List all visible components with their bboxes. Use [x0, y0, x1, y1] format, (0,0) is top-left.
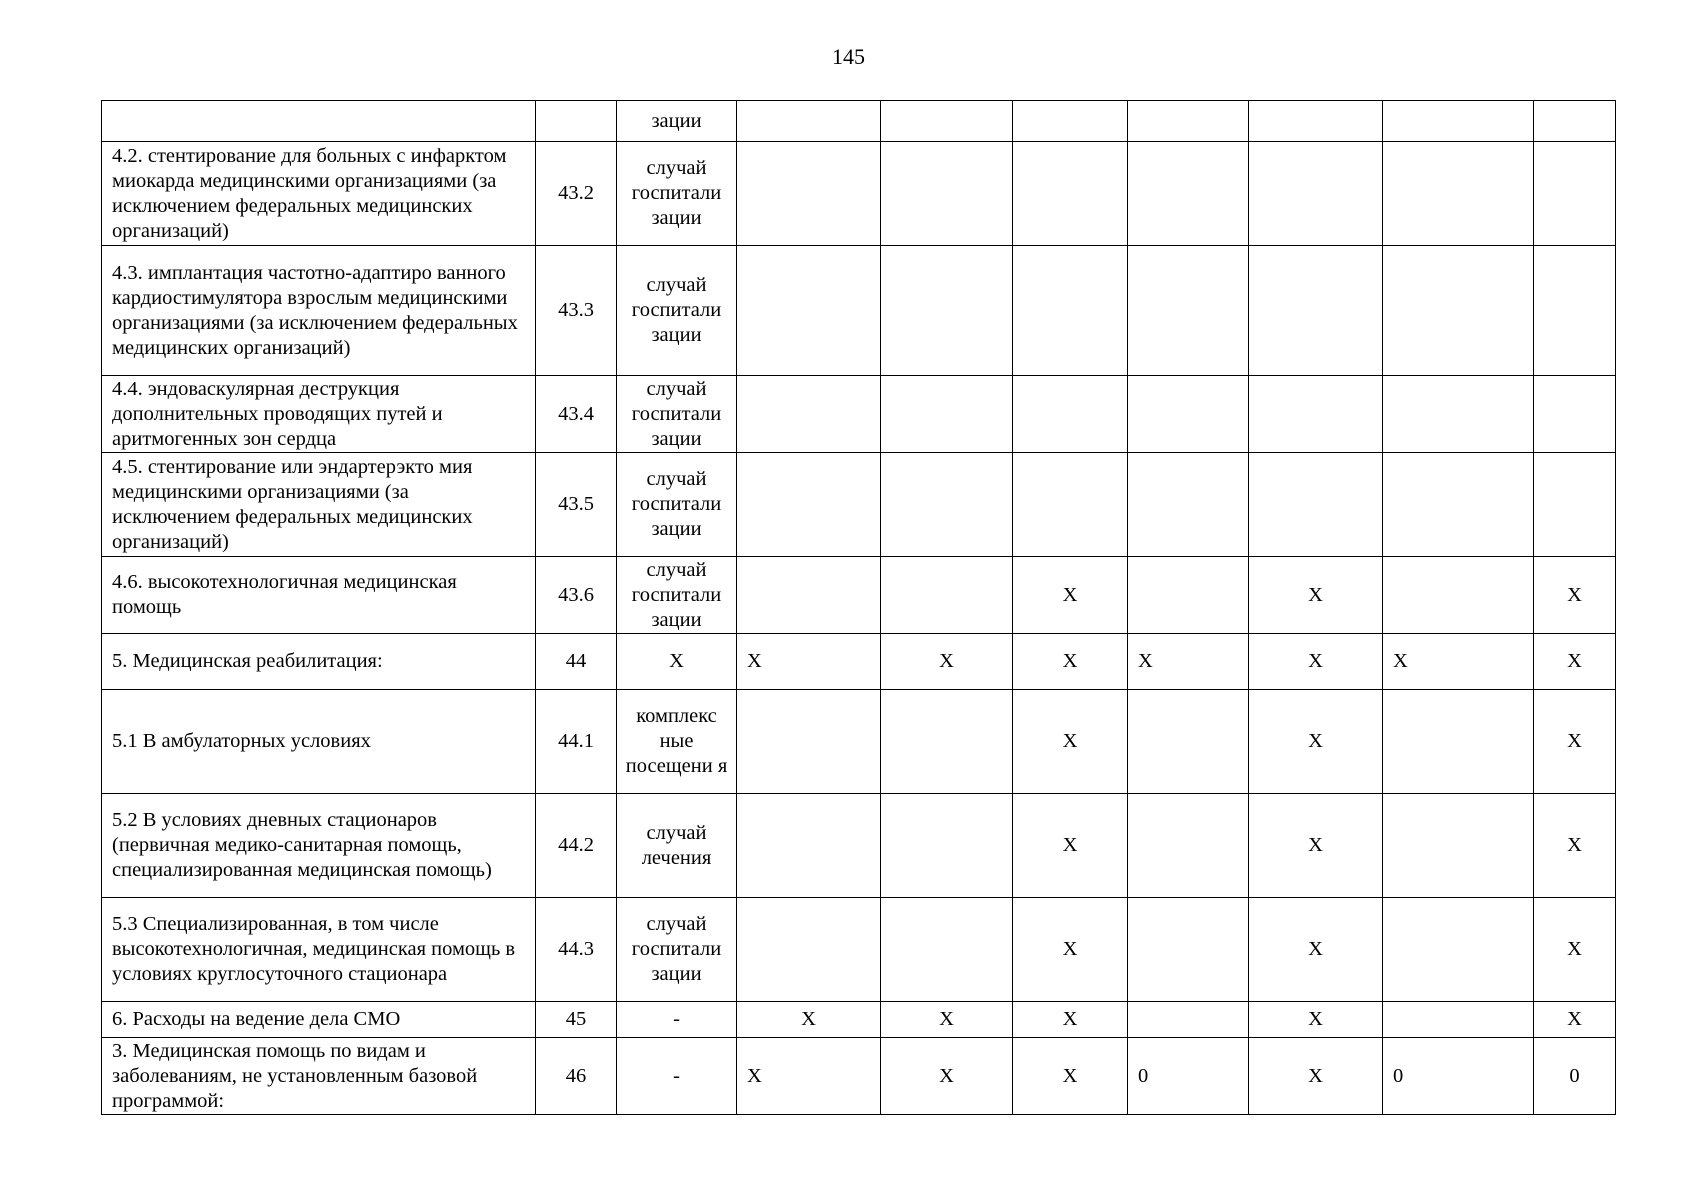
- row-name-cell: 5.3 Специализированная, в том числе высокотехнологичная, медицинская помощь в условиях круглосуточного стационара: [102, 898, 536, 1002]
- table-row: [102, 246, 1616, 376]
- value-cell: [737, 690, 881, 794]
- value-cell: [1128, 376, 1249, 453]
- value-cell: Х: [1249, 898, 1383, 1002]
- table-row: [102, 557, 1616, 634]
- table-row: [102, 898, 1616, 1002]
- row-unit-cell: -: [617, 1002, 737, 1038]
- value-cell: Х: [1534, 557, 1616, 634]
- value-cell: [881, 101, 1013, 142]
- value-cell: Х: [1013, 1038, 1128, 1115]
- row-number-cell: 43.6: [536, 557, 617, 634]
- row-unit-cell: случай госпитали зации: [617, 557, 737, 634]
- row-unit-cell: случай госпитали зации: [617, 453, 737, 557]
- row-name-cell: 4.2. стентирование для больных с инфарктом миокарда медицинскими организациями (за исключением федеральных медицинских организаций): [102, 142, 536, 246]
- value-cell: 0: [1383, 1038, 1534, 1115]
- value-cell: [1013, 101, 1128, 142]
- table-row: [102, 1002, 1616, 1038]
- value-cell: Х: [1013, 690, 1128, 794]
- row-number-cell: 43.3: [536, 246, 617, 376]
- value-cell: Х: [1249, 690, 1383, 794]
- value-cell: [881, 376, 1013, 453]
- row-number-cell: 44.2: [536, 794, 617, 898]
- value-cell: [1128, 1002, 1249, 1038]
- value-cell: Х: [1249, 1038, 1383, 1115]
- value-cell: [737, 376, 881, 453]
- value-cell: [1534, 142, 1616, 246]
- value-cell: [1383, 246, 1534, 376]
- row-name-cell: 6. Расходы на ведение дела СМО: [102, 1002, 536, 1038]
- value-cell: [1534, 101, 1616, 142]
- value-cell: [737, 101, 881, 142]
- row-number-cell: [536, 101, 617, 142]
- row-unit-cell: комплекс ные посещени я: [617, 690, 737, 794]
- value-cell: [881, 898, 1013, 1002]
- table-row: [102, 690, 1616, 794]
- value-cell: [881, 557, 1013, 634]
- value-cell: [1128, 453, 1249, 557]
- value-cell: Х: [881, 634, 1013, 690]
- value-cell: [1013, 453, 1128, 557]
- value-cell: [881, 453, 1013, 557]
- value-cell: Х: [737, 1002, 881, 1038]
- value-cell: [881, 690, 1013, 794]
- value-cell: Х: [1249, 1002, 1383, 1038]
- value-cell: [1383, 557, 1534, 634]
- value-cell: [1249, 376, 1383, 453]
- row-name-cell: 4.3. имплантация частотно-адаптиро ванного кардиостимулятора взрослым медицинскими организациями (за исключением федеральных медицинских организаций): [102, 246, 536, 376]
- value-cell: [1128, 101, 1249, 142]
- value-cell: Х: [1534, 794, 1616, 898]
- table-row: [102, 101, 1616, 142]
- value-cell: Х: [1128, 634, 1249, 690]
- value-cell: [1383, 142, 1534, 246]
- value-cell: [1383, 898, 1534, 1002]
- row-unit-cell: случай лечения: [617, 794, 737, 898]
- value-cell: Х: [1534, 634, 1616, 690]
- value-cell: [1249, 246, 1383, 376]
- value-cell: [737, 246, 881, 376]
- row-unit-cell: -: [617, 1038, 737, 1115]
- row-number-cell: 45: [536, 1002, 617, 1038]
- value-cell: Х: [1249, 557, 1383, 634]
- row-name-cell: 4.6. высокотехнологичная медицинская помощь: [102, 557, 536, 634]
- row-number-cell: 46: [536, 1038, 617, 1115]
- value-cell: [881, 142, 1013, 246]
- value-cell: [1128, 557, 1249, 634]
- row-unit-cell: случай госпитали зации: [617, 376, 737, 453]
- value-cell: [1128, 142, 1249, 246]
- value-cell: [1128, 690, 1249, 794]
- value-cell: [1383, 376, 1534, 453]
- page-number: 145: [832, 44, 865, 69]
- value-cell: [1383, 690, 1534, 794]
- value-cell: 0: [1534, 1038, 1616, 1115]
- row-number-cell: 44: [536, 634, 617, 690]
- value-cell: [881, 246, 1013, 376]
- value-cell: [737, 453, 881, 557]
- value-cell: Х: [1383, 634, 1534, 690]
- row-number-cell: 44.3: [536, 898, 617, 1002]
- value-cell: Х: [737, 1038, 881, 1115]
- table-row: [102, 794, 1616, 898]
- value-cell: [1128, 246, 1249, 376]
- value-cell: Х: [1249, 794, 1383, 898]
- value-cell: [881, 794, 1013, 898]
- value-cell: Х: [1013, 634, 1128, 690]
- table-row: [102, 376, 1616, 453]
- value-cell: [1383, 101, 1534, 142]
- row-unit-cell: зации: [617, 101, 737, 142]
- value-cell: [1534, 246, 1616, 376]
- value-cell: Х: [737, 634, 881, 690]
- value-cell: [1534, 453, 1616, 557]
- row-number-cell: 44.1: [536, 690, 617, 794]
- row-name-cell: 5. Медицинская реабилитация:: [102, 634, 536, 690]
- table-row: [102, 453, 1616, 557]
- value-cell: Х: [1534, 1002, 1616, 1038]
- row-number-cell: 43.5: [536, 453, 617, 557]
- value-cell: [737, 142, 881, 246]
- row-unit-cell: случай госпитали зации: [617, 142, 737, 246]
- value-cell: Х: [1534, 898, 1616, 1002]
- row-number-cell: 43.4: [536, 376, 617, 453]
- value-cell: [1013, 246, 1128, 376]
- table-body: [102, 101, 1616, 1115]
- value-cell: 0: [1128, 1038, 1249, 1115]
- row-name-cell: 3. Медицинская помощь по видам и заболеваниям, не установленным базовой программой:: [102, 1038, 536, 1115]
- value-cell: [737, 794, 881, 898]
- row-name-cell: 4.5. стентирование или эндартерэкто мия медицинскими организациями (за исключением федеральных медицинских организаций): [102, 453, 536, 557]
- value-cell: Х: [1013, 557, 1128, 634]
- value-cell: Х: [1534, 690, 1616, 794]
- value-cell: Х: [1013, 898, 1128, 1002]
- row-unit-cell: случай госпитали зации: [617, 246, 737, 376]
- row-unit-cell: случай госпитали зации: [617, 898, 737, 1002]
- value-cell: [1013, 142, 1128, 246]
- value-cell: [1249, 142, 1383, 246]
- data-table: [101, 100, 1616, 1115]
- table-row: [102, 634, 1616, 690]
- value-cell: [737, 898, 881, 1002]
- value-cell: Х: [881, 1002, 1013, 1038]
- value-cell: [1383, 1002, 1534, 1038]
- value-cell: [1249, 101, 1383, 142]
- value-cell: Х: [881, 1038, 1013, 1115]
- row-number-cell: 43.2: [536, 142, 617, 246]
- value-cell: Х: [1013, 794, 1128, 898]
- value-cell: [1013, 376, 1128, 453]
- row-name-cell: 5.1 В амбулаторных условиях: [102, 690, 536, 794]
- value-cell: [1383, 794, 1534, 898]
- value-cell: [1383, 453, 1534, 557]
- value-cell: [1534, 376, 1616, 453]
- row-name-cell: 5.2 В условиях дневных стационаров (первичная медико-санитарная помощь, специализированная медицинская помощь): [102, 794, 536, 898]
- value-cell: [1128, 794, 1249, 898]
- value-cell: Х: [1249, 634, 1383, 690]
- table-row: [102, 142, 1616, 246]
- table-row: [102, 1038, 1616, 1115]
- row-name-cell: [102, 101, 536, 142]
- value-cell: [1249, 453, 1383, 557]
- value-cell: Х: [1013, 1002, 1128, 1038]
- value-cell: [737, 557, 881, 634]
- value-cell: [1128, 898, 1249, 1002]
- row-name-cell: 4.4. эндоваскулярная деструкция дополнительных проводящих путей и аритмогенных зон сердца: [102, 376, 536, 453]
- row-unit-cell: Х: [617, 634, 737, 690]
